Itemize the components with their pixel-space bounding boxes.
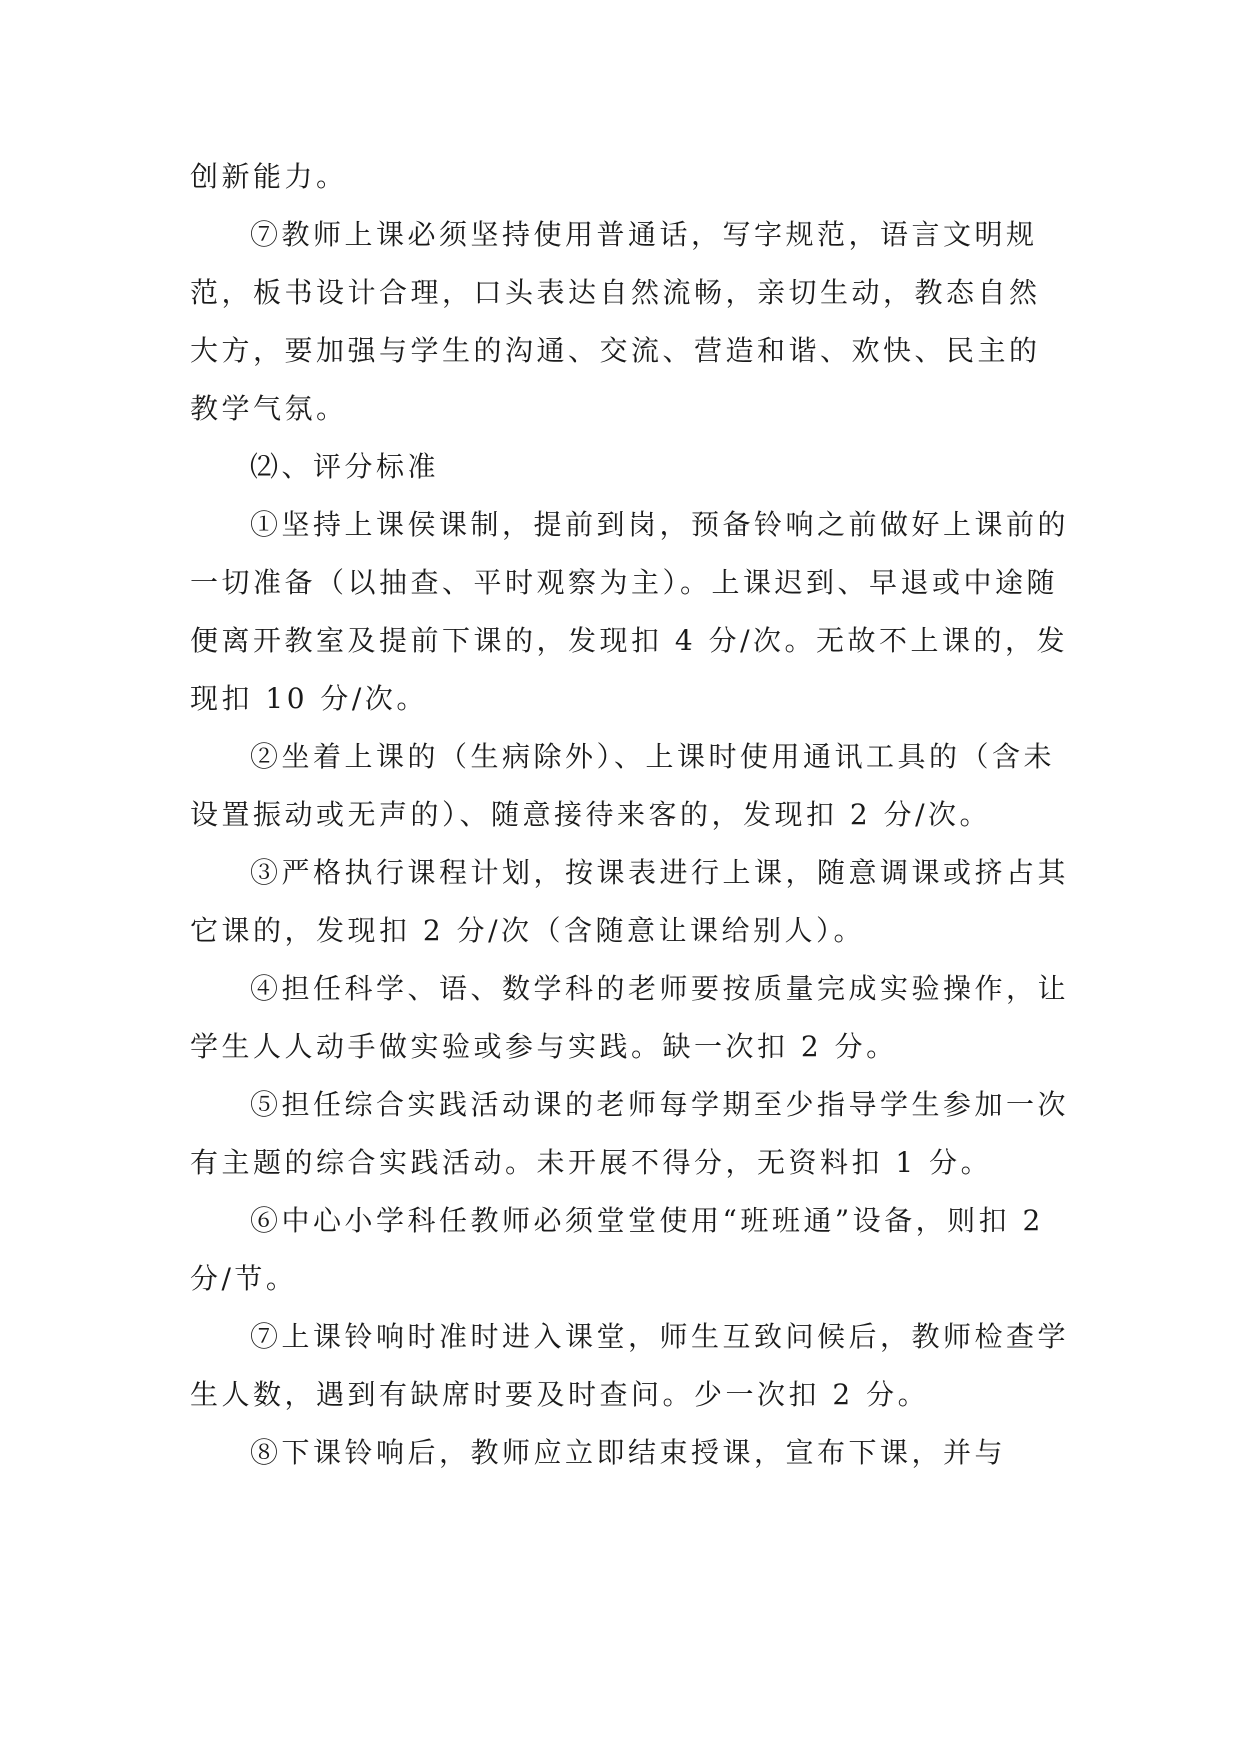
paragraph: 创新能力。 xyxy=(190,160,348,193)
document-page xyxy=(190,148,1070,1482)
paragraph: ②坐着上课的（生病除外）、上课时使用通讯工具的（含未设置振动或无声的）、随意接待来客的，发现扣 2 分/次。 xyxy=(190,740,1056,831)
paragraph: ⑦上课铃响时准时进入课堂，师生互致问候后，教师检查学生人数，遇到有缺席时要及时查问。少一次扣 2 分。 xyxy=(190,1320,1070,1411)
section-heading: ⑵、评分标准 xyxy=(250,450,440,483)
paragraph: ⑦教师上课必须坚持使用普通话，写字规范，语言文明规范，板书设计合理，口头表达自然流畅，亲切生动，教态自然大方，要加强与学生的沟通、交流、营造和谐、欢快、民主的教学气氛。 xyxy=(190,218,1041,425)
paragraph: ④担任科学、语、数学科的老师要按质量完成实验操作，让学生人人动手做实验或参与实践。缺一次扣 2 分。 xyxy=(190,972,1070,1063)
paragraph: ⑥中心小学科任教师必须堂堂使用“班班通”设备，则扣 2 分/节。 xyxy=(190,1204,1044,1295)
paragraph: ⑧下课铃响后，教师应立即结束授课，宣布下课，并与 xyxy=(250,1436,1007,1469)
paragraph: ③严格执行课程计划，按课表进行上课，随意调课或挤占其它课的，发现扣 2 分/次（含随意让课给别人）。 xyxy=(190,856,1070,947)
paragraph: ①坚持上课侯课制，提前到岗，预备铃响之前做好上课前的一切准备（以抽查、平时观察为主）。上课迟到、早退或中途随便离开教室及提前下课的，发现扣 4 分/次。无故不上课的，发现扣 10 分/次。 xyxy=(190,508,1070,715)
paragraph: ⑤担任综合实践活动课的老师每学期至少指导学生参加一次有主题的综合实践活动。未开展不得分，无资料扣 1 分。 xyxy=(190,1088,1070,1179)
